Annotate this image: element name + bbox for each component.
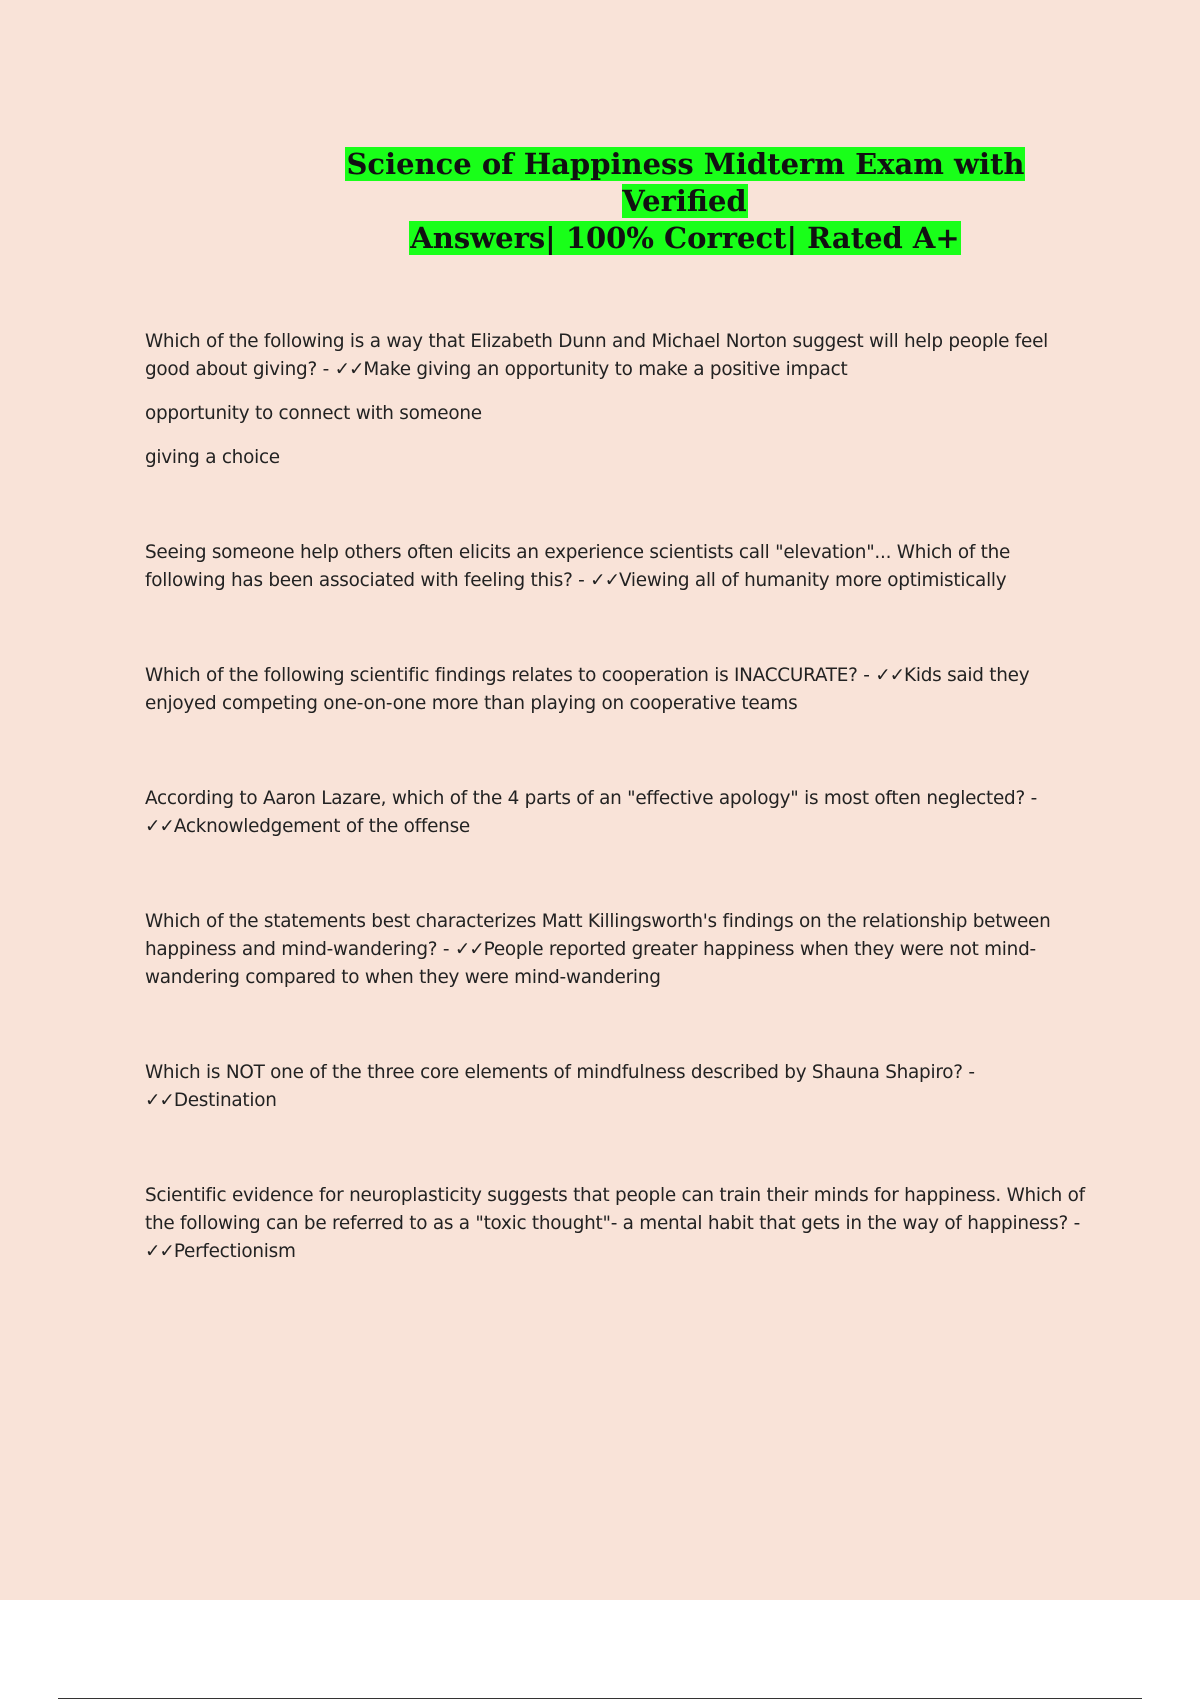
qa-list <box>145 328 1095 1266</box>
title-line-2: Answers| 100% Correct| Rated A+ <box>410 221 960 255</box>
qa-item <box>145 908 1095 992</box>
answer-text: Acknowledgement of the offense <box>173 816 470 837</box>
checkmark-icon: ✓✓ <box>145 1090 174 1111</box>
checkmark-icon: ✓✓ <box>454 939 484 960</box>
qa-item <box>145 785 1095 841</box>
extra-line: giving a choice <box>145 447 280 468</box>
document-title <box>300 146 1070 257</box>
qa-item <box>145 1182 1095 1266</box>
checkmark-icon: ✓✓ <box>334 359 364 380</box>
qa-item <box>145 328 1095 384</box>
question-text: According to Aaron Lazare, which of the 4 parts of an "effective apology" is most often neglected? - <box>145 788 1037 809</box>
question-text: Which is NOT one of the three core elements of mindfulness described by Shauna Shapiro? - <box>145 1062 975 1083</box>
answer-text: People reported greater happiness when they were not mind-wandering compared to when they were mind-wandering <box>145 939 1036 988</box>
question-text: Which of the following scientific findings relates to cooperation is INACCURATE? - <box>145 665 876 686</box>
checkmark-icon: ✓✓ <box>145 1241 174 1262</box>
answer-text: Perfectionism <box>173 1241 296 1262</box>
answer-text: Kids said they enjoyed competing one-on-one more than playing on cooperative teams <box>145 665 1030 714</box>
checkmark-icon: ✓✓ <box>590 570 619 591</box>
extra-line: opportunity to connect with someone <box>145 403 482 424</box>
qa-item <box>145 539 1095 595</box>
answer-text: Make giving an opportunity to make a positive impact <box>363 359 848 380</box>
footer-divider <box>58 1698 1142 1699</box>
question-text: Seeing someone help others often elicits an experience scientists call "elevation"... Which of the following has been associated with feeling this? - <box>145 542 1011 591</box>
question-text: Which of the statements best characterizes Matt Killingsworth's findings on the relationship between happiness and mind-wandering? - <box>145 911 1051 960</box>
answer-text: Viewing all of humanity more optimistically <box>619 570 1007 591</box>
checkmark-icon: ✓✓ <box>145 816 174 837</box>
answer-text: Destination <box>173 1090 277 1111</box>
qa-item <box>145 1059 1095 1115</box>
question-text: Which of the following is a way that Elizabeth Dunn and Michael Norton suggest will help people feel good about giving? - <box>145 331 1049 380</box>
checkmark-icon: ✓✓ <box>875 665 905 686</box>
title-line-1: Science of Happiness Midterm Exam with Verified <box>346 147 1025 218</box>
question-text: Scientific evidence for neuroplasticity suggests that people can train their minds for happiness. Which of the following can be referred to as a "toxic thought"- a mental habit that gets in the way of happiness? - <box>145 1185 1085 1234</box>
qa-item <box>145 662 1095 718</box>
